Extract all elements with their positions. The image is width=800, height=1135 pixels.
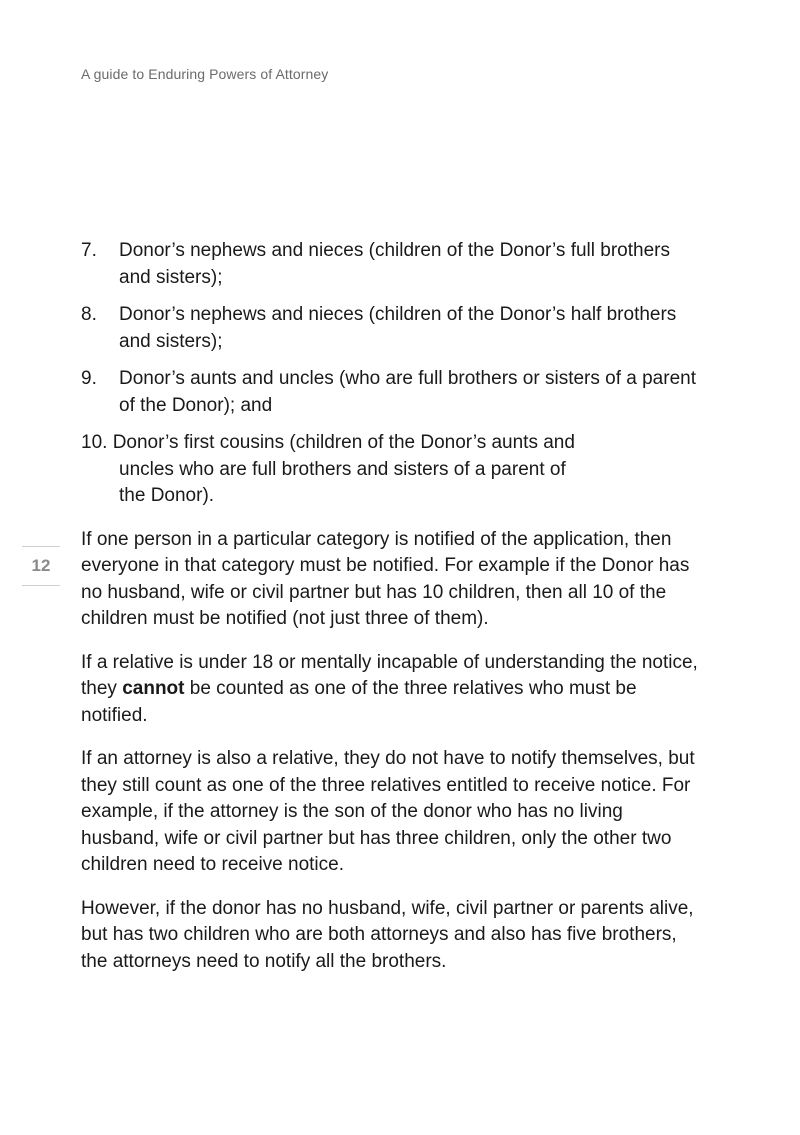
- running-header: A guide to Enduring Powers of Attorney: [81, 66, 329, 82]
- list-item-text: Donor’s aunts and uncles (who are full brothers or sisters of a parent of the Donor); and: [119, 368, 696, 416]
- list-item-text-line: the Donor).: [119, 485, 215, 506]
- page-number: [22, 546, 60, 586]
- paragraph-text: If a relative is under 18 or mentally incapable of understanding the notice, they: [81, 651, 698, 699]
- main-content: [81, 238, 701, 992]
- paragraph-example: However, if the donor has no husband, wife, civil partner or parents alive, but has two children who are both attorneys and also has five brothers, the attorneys need to notify all the brothers.: [81, 897, 694, 972]
- list-item-first-line: [81, 430, 701, 457]
- paragraph-under-18: [81, 650, 701, 730]
- list-item-number: 9.: [81, 368, 97, 389]
- paragraph-text: be counted as one of the three relatives who must be notified.: [81, 678, 637, 726]
- page-number-text: 12: [31, 556, 51, 575]
- list-item-text: Donor’s nephews and nieces (children of the Donor’s half brothers and sisters);: [119, 304, 677, 352]
- list-item-number: 7.: [81, 240, 97, 261]
- list-item-number: 10.: [81, 432, 108, 453]
- paragraph-attorney-relative: If an attorney is also a relative, they do not have to notify themselves, but they still count as one of the three relatives entitled to receive notice. For example, if the attorney is the son of the donor who has no living husband, wife or civil partner but has three children, only the other two children need to receive notice.: [81, 748, 695, 875]
- list-item-text: Donor’s first cousins (children of the Donor’s aunts and: [112, 432, 575, 453]
- list-item: [81, 366, 701, 419]
- relatives-list: [81, 238, 701, 510]
- emphasis-text: cannot: [122, 678, 185, 699]
- list-item-text-line: uncles who are full brothers and sisters of a parent of: [119, 458, 566, 480]
- paragraph-category-notice: If one person in a particular category is notified of the application, then everyone in that category must be notified. For example if the Donor has no husband, wife or civil partner but has 10 children, then all 10 of the children must be notified (not just three of them).: [81, 528, 690, 629]
- list-item: [81, 302, 701, 355]
- list-item-number: 8.: [81, 304, 97, 325]
- list-item: [81, 430, 701, 510]
- list-item-text: Donor’s nephews and nieces (children of the Donor’s full brothers and sisters);: [119, 240, 670, 288]
- list-item: [81, 238, 701, 291]
